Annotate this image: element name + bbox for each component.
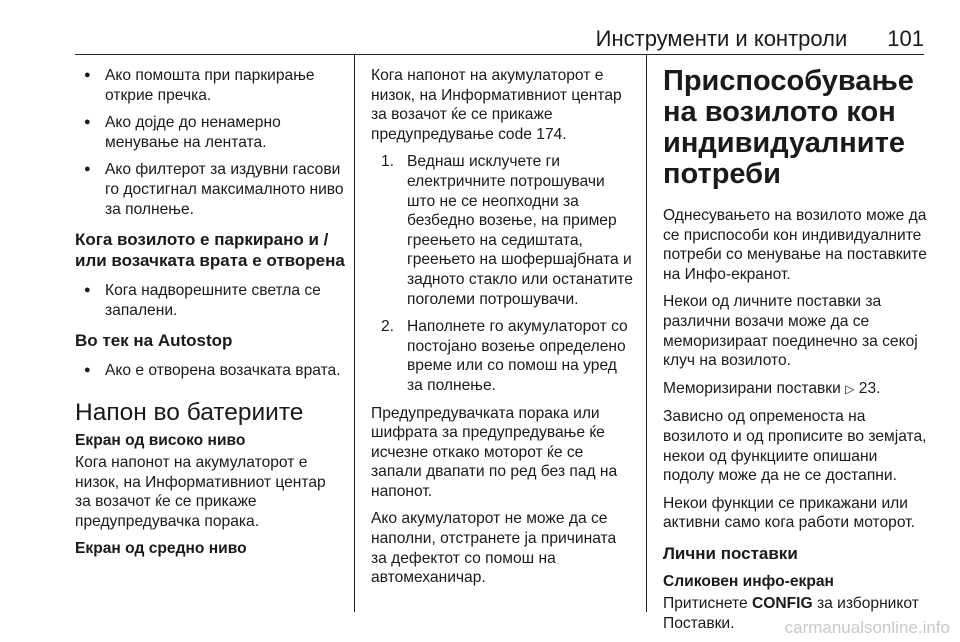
column-divider-2 [646,54,647,612]
column-divider-1 [354,54,355,612]
triangle-right-icon: ▷ [845,381,855,396]
config-pre: Притиснете [663,594,752,612]
subheading-mid: Екран од средно ниво [75,540,247,558]
page-header [596,26,924,56]
heading-personal: Лични поставки [663,543,798,563]
paragraph: Предупредувачката порака или шифрата за предупредување ќе исчезне откако моторот ќе се запали двапати по ред без пад на напонот. [371,404,618,500]
step-number: 2. [381,318,395,336]
section-battery-heading: Напон во батериите [75,398,304,426]
page-reference-link[interactable]: 23. [858,379,881,397]
bullet-item: ● Ако помошта при паркирање открие пречка. [75,66,345,105]
heading-autostop: Во тек на Autostop [75,331,233,351]
subheading-low: Екран од високо ниво [75,431,246,449]
paragraph: Некои функции се прикажани или активни само кога работи моторот. [663,494,915,532]
bullet-item: ● Ако е отворена возачката врата. [75,361,345,381]
config-post: за изборникот Поставки. [663,594,919,632]
paragraph: Однесувањето на возилото може да се приспособи кон индивидуалните потреби со менување на поставките на Инфо-екранот. [663,207,927,283]
config-button-label: CONFIG [751,594,813,612]
column-2 [371,66,633,596]
page-number: 101 [887,26,924,51]
bullet-item: ● Кога надворешните светла се запалени. [75,281,345,320]
step-number: 1. [381,153,395,171]
paragraph-reference [663,379,928,400]
column-3 [663,66,928,641]
numbered-step [371,317,633,395]
watermark: carmanualsonline.info [784,618,950,637]
paragraph: Некои од личните поставки за различни возачи може да се меморизираат поединечно за секој клуч на возилото. [663,293,918,370]
step-text: Веднаш исклучете ги електричните потрошувачи што не се неопходни за безбедно возење, на пример греењето на седиштата, греењето на шофершајбната и задното стакло или останатите поголеми потрошувачи. [407,153,633,308]
heading-parked: Кога возилото е паркирано и / или возачката врата е отворена [75,230,345,271]
header-rule [75,54,924,55]
bullet-item: ● Ако дојде до ненамерно менување на лентата. [75,113,345,152]
bullet-item: ● Ако филтерот за издувни гасови го достигнал максималното ниво за полнење. [75,160,345,219]
chapter-heading: Приспособување на возилото кон индивидуалните потреби [663,65,914,190]
numbered-step [371,152,633,309]
paragraph: Зависно од опременоста на возилото и од прописите во земјата, некои од функциите опишани подолу може да не се достапни. [663,408,927,485]
column-1 [75,66,345,561]
subheading-color-display: Сликовен инфо-екран [663,572,834,590]
paragraph: Кога напонот на акумулаторот е низок, на Информативниот центар за возачот ќе се прикаже предупредување code 174. [371,67,622,143]
header-title: Инструменти и контроли [595,26,848,51]
reference-text: Меморизирани поставки [663,379,846,397]
paragraph: Ако акумулаторот не може да се наполни, отстранете ја причината за дефектот со помош на автомеханичар. [371,510,617,587]
step-text: Наполнете го акумулаторот со постојано возење определено време или со помош на уред за полнење. [407,318,628,394]
paragraph: Кога напонот на акумулаторот е низок, на Информативниот центар за возачот ќе се прикаже предупредувачка порака. [75,453,326,530]
